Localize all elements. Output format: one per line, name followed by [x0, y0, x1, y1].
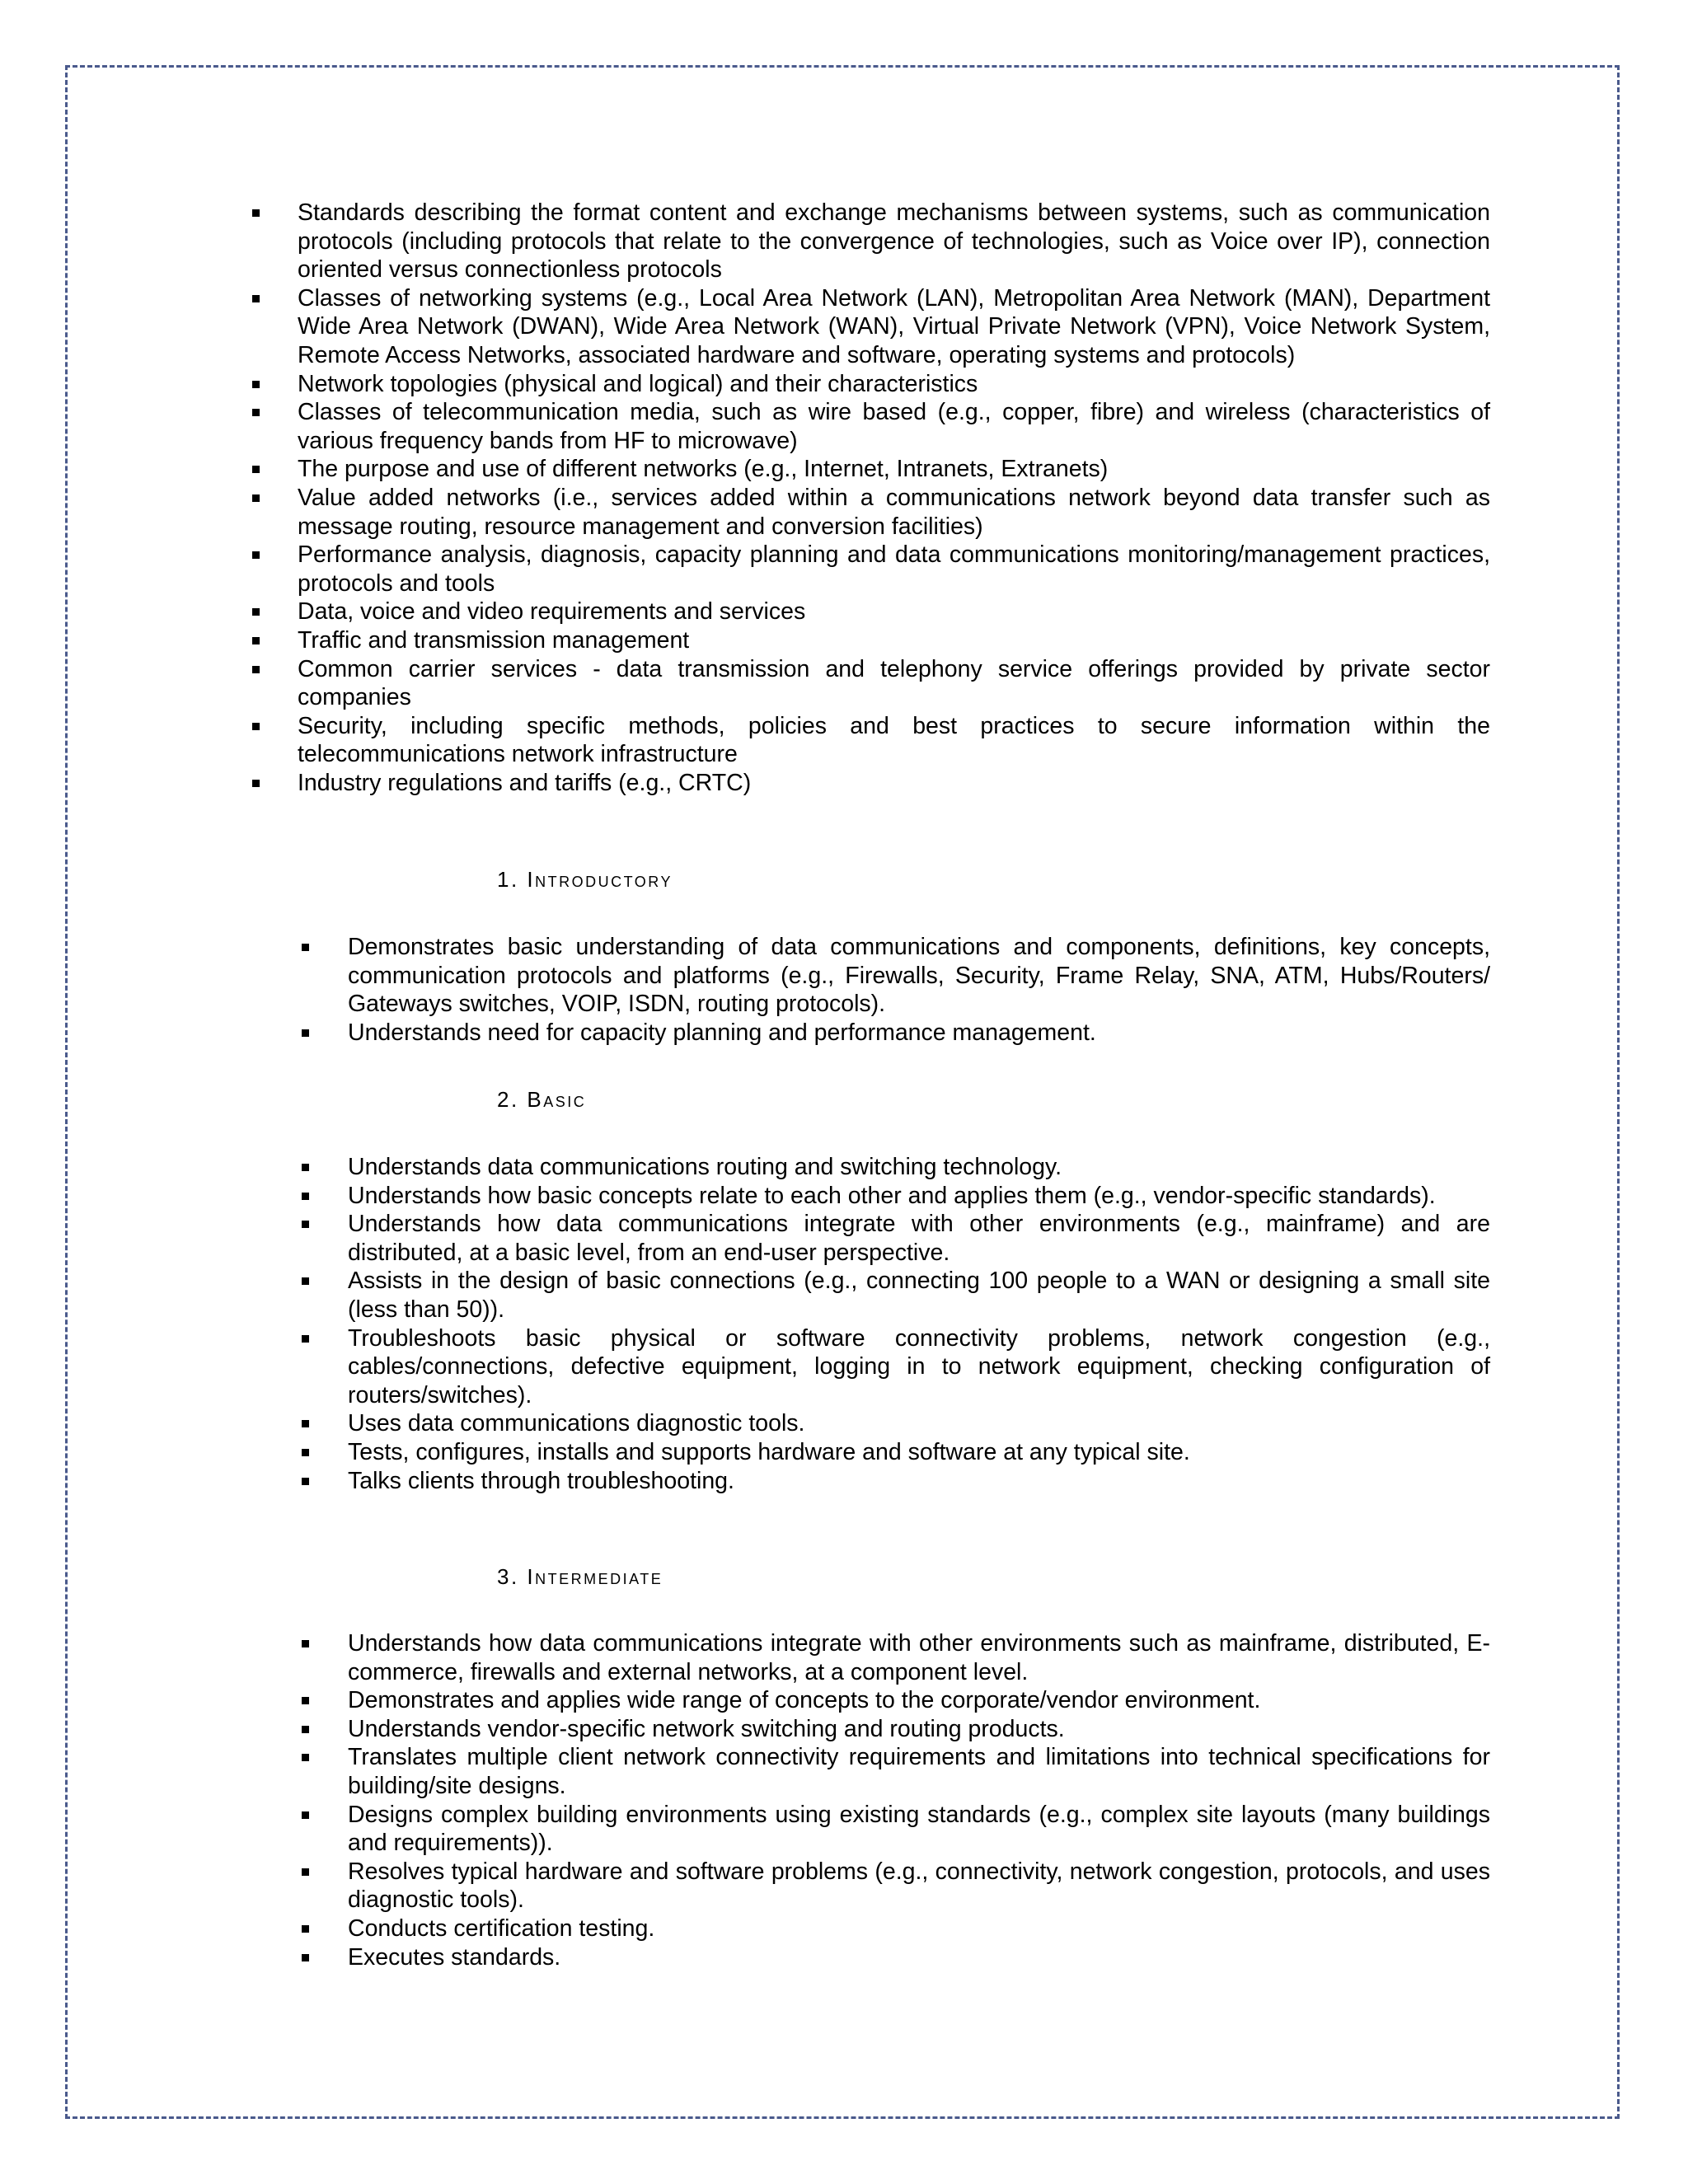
bullet-icon — [252, 409, 260, 416]
bullet-icon — [252, 209, 260, 217]
bullet-icon — [252, 494, 260, 502]
list-item: Security, including specific methods, policies and best practices to secure information within the telecommunications network infrastructure — [298, 712, 1490, 769]
bullet-icon — [252, 551, 260, 559]
list-item: Understands vendor-specific network switching and routing products. — [348, 1715, 1490, 1744]
list-item: Assists in the design of basic connections (e.g., connecting 100 people to a WAN or designing a small site (less than 50)). — [348, 1267, 1490, 1324]
list-item: Network topologies (physical and logical) and their characteristics — [298, 370, 1490, 399]
bullet-icon — [302, 1811, 309, 1819]
list-item: Understands how data communications integrate with other environments (e.g., mainframe) and are distributed, at a basic level, from an end-user perspective. — [348, 1210, 1490, 1267]
list-item: Understands data communications routing and switching technology. — [348, 1153, 1490, 1182]
bullet-icon — [302, 1420, 309, 1427]
bullet-icon — [252, 780, 260, 787]
list-item: Uses data communications diagnostic tools. — [348, 1409, 1490, 1438]
list-item: Understands how data communications integrate with other environments such as mainframe, distributed, E-commerce, firewalls and external networks, at a component level. — [348, 1629, 1490, 1686]
level-heading-intermediate: 3. Intermediate — [497, 1564, 663, 1589]
list-item: The purpose and use of different networks (e.g., Internet, Intranets, Extranets) — [298, 455, 1490, 484]
list-item: Troubleshoots basic physical or software connectivity problems, network congestion (e.g., cables/connections, defective equipment, logging in to network equipment, checking configuration of routers/switches). — [348, 1324, 1490, 1410]
bullet-icon — [252, 723, 260, 730]
list-item: Tests, configures, installs and supports hardware and software at any typical site. — [348, 1438, 1490, 1467]
list-item: Industry regulations and tariffs (e.g., CRTC) — [298, 769, 1490, 798]
bullet-icon — [302, 1868, 309, 1876]
bullet-icon — [302, 1754, 309, 1761]
list-item: Understands how basic concepts relate to each other and applies them (e.g., vendor-specific standards). — [348, 1182, 1490, 1211]
bullet-icon — [302, 1640, 309, 1647]
bullet-icon — [252, 381, 260, 388]
list-item: Translates multiple client network connectivity requirements and limitations into technical specifications for building/site designs. — [348, 1743, 1490, 1800]
bullet-icon — [302, 1029, 309, 1037]
list-item: Talks clients through troubleshooting. — [348, 1467, 1490, 1496]
list-item: Executes standards. — [348, 1943, 1490, 1972]
basic-list — [0, 1153, 1688, 1495]
list-item: Resolves typical hardware and software problems (e.g., connectivity, network congestion, protocols, and uses diagnostic tools). — [348, 1858, 1490, 1915]
general-knowledge-list — [0, 199, 1688, 797]
list-item: Designs complex building environments using existing standards (e.g., complex site layouts (many buildings and requirements)). — [348, 1801, 1490, 1858]
bullet-icon — [252, 608, 260, 616]
list-item: Conducts certification testing. — [348, 1915, 1490, 1943]
bullet-icon — [252, 295, 260, 302]
bullet-icon — [302, 1954, 309, 1961]
bullet-icon — [302, 1925, 309, 1933]
bullet-icon — [302, 1164, 309, 1171]
bullet-icon — [302, 1697, 309, 1704]
bullet-icon — [302, 1277, 309, 1285]
bullet-icon — [302, 1726, 309, 1733]
bullet-icon — [252, 637, 260, 644]
list-item: Classes of telecommunication media, such as wire based (e.g., copper, fibre) and wireless (characteristics of various frequency bands from HF to microwave) — [298, 398, 1490, 455]
list-item: Value added networks (i.e., services added within a communications network beyond data transfer such as message routing, resource management and conversion facilities) — [298, 484, 1490, 541]
introductory-list — [0, 933, 1688, 1047]
bullet-icon — [302, 944, 309, 951]
list-item: Common carrier services - data transmission and telephony service offerings provided by private sector companies — [298, 655, 1490, 712]
bullet-icon — [302, 1449, 309, 1456]
list-item: Traffic and transmission management — [298, 626, 1490, 655]
list-item: Standards describing the format content and exchange mechanisms between systems, such as communication protocols (including protocols that relate to the convergence of technologies, such as Voice over IP), connection oriented versus connectionless protocols — [298, 199, 1490, 284]
list-item: Performance analysis, diagnosis, capacity planning and data communications monitoring/management practices, protocols and tools — [298, 541, 1490, 598]
list-item: Understands need for capacity planning and performance management. — [348, 1019, 1490, 1047]
level-heading-basic: 2. Basic — [497, 1087, 587, 1112]
bullet-icon — [252, 466, 260, 473]
bullet-icon — [302, 1335, 309, 1343]
bullet-icon — [252, 666, 260, 673]
level-heading-introductory: 1. Introductory — [497, 867, 673, 892]
bullet-icon — [302, 1193, 309, 1200]
list-item: Data, voice and video requirements and services — [298, 598, 1490, 626]
list-item: Demonstrates and applies wide range of concepts to the corporate/vendor environment. — [348, 1686, 1490, 1715]
bullet-icon — [302, 1478, 309, 1485]
list-item: Demonstrates basic understanding of data communications and components, definitions, key concepts, communication protocols and platforms (e.g., Firewalls, Security, Frame Relay, SNA, ATM, Hubs/Routers/ Gateways switches, VOIP, ISDN, routing protocols). — [348, 933, 1490, 1019]
intermediate-list — [0, 1629, 1688, 1971]
bullet-icon — [302, 1221, 309, 1228]
list-item: Classes of networking systems (e.g., Local Area Network (LAN), Metropolitan Area Network (MAN), Department Wide Area Network (DWAN), Wide Area Network (WAN), Virtual Private Network (VPN), Voice Network System, Remote Access Networks, associated hardware and software, operating systems and protocols) — [298, 284, 1490, 370]
